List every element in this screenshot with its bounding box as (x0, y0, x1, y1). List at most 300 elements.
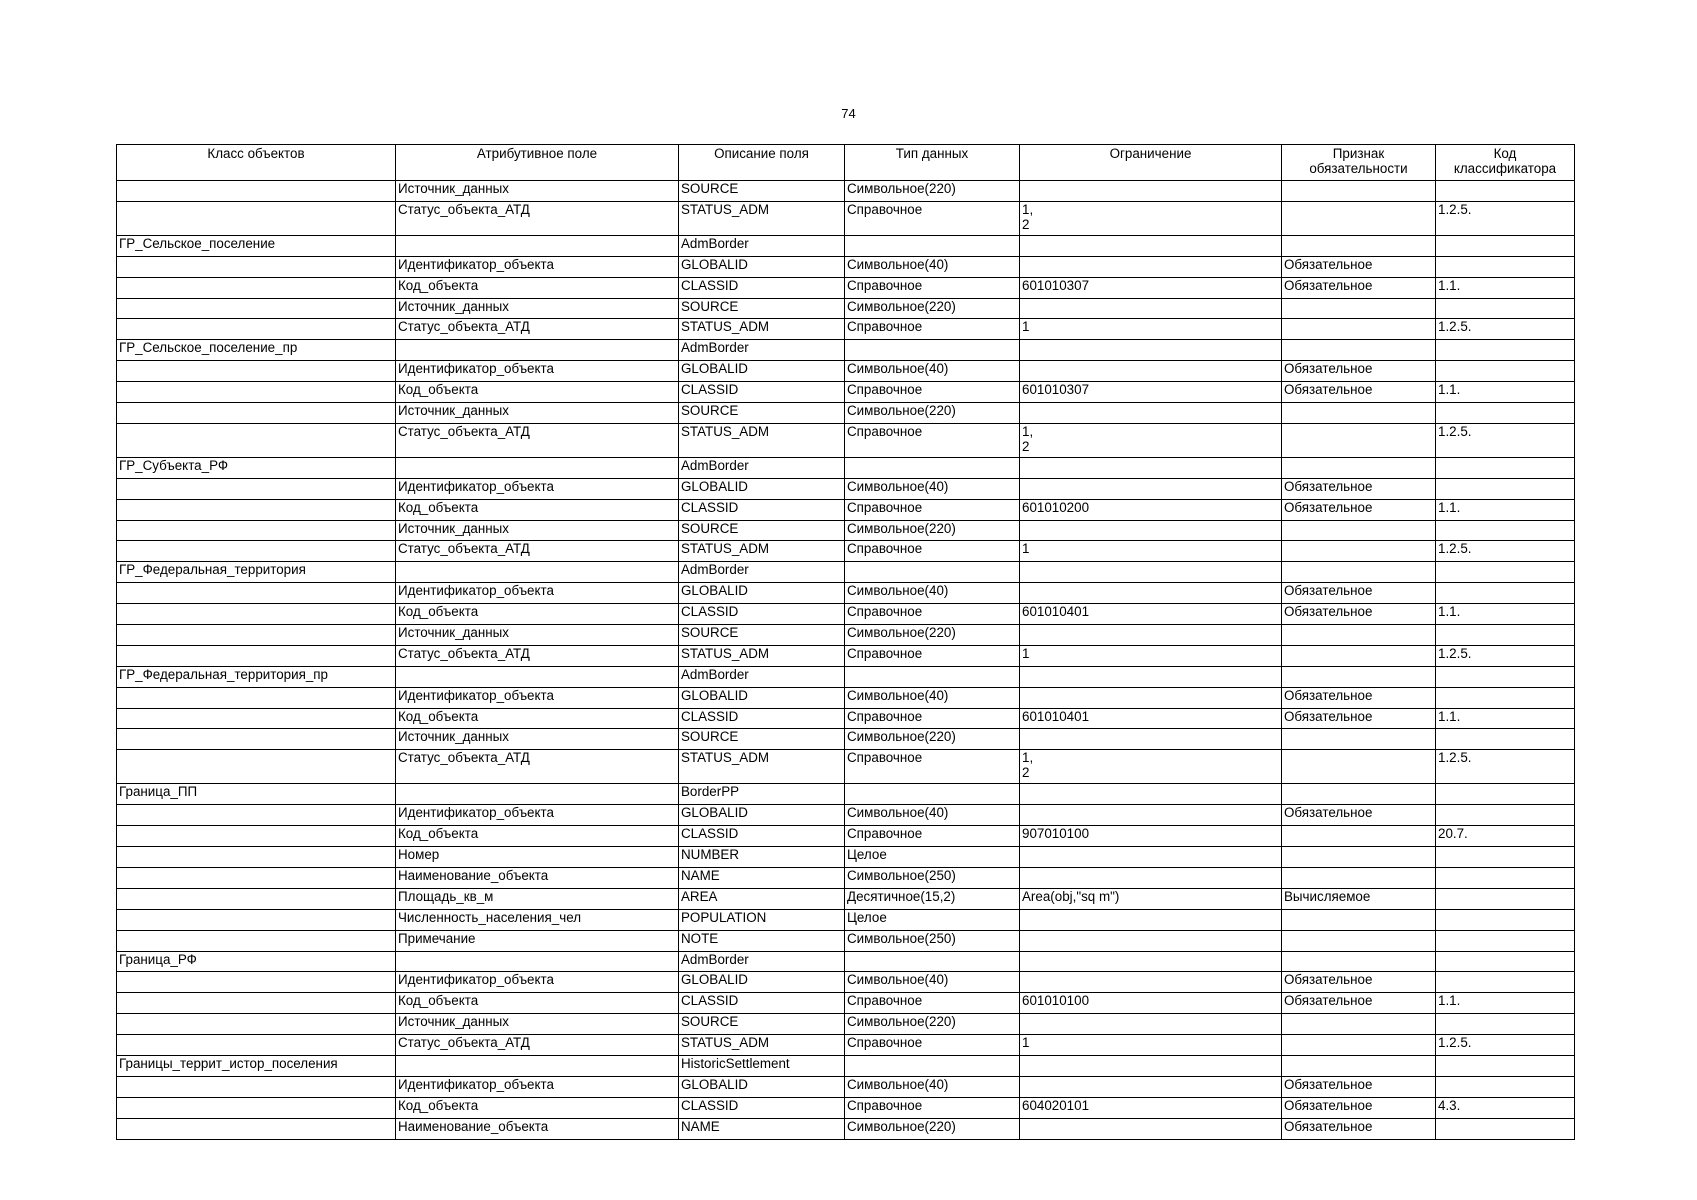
mandatory-flag-cell: Обязательное (1282, 604, 1436, 625)
attribute-field-cell: Код_объекта (396, 1097, 679, 1118)
attribute-field-cell: Источник_данных (396, 625, 679, 646)
field-description-cell: AREA (679, 888, 845, 909)
constraint-cell: 1 (1020, 541, 1282, 562)
data-type-cell: Справочное (845, 750, 1020, 784)
attribute-field-cell: Код_объекта (396, 604, 679, 625)
table-row (117, 201, 1575, 235)
attribute-field-cell: Статус_объекта_АТД (396, 201, 679, 235)
classifier-code-cell: 20.7. (1436, 826, 1575, 847)
header-classifier-code: Код классификатора (1436, 145, 1575, 181)
table-row (117, 826, 1575, 847)
classifier-code-cell: 1.1. (1436, 993, 1575, 1014)
data-type-cell: Символьное(220) (845, 1118, 1020, 1139)
attribute-field-cell: Статус_объекта_АТД (396, 645, 679, 666)
classifier-code-cell: 1.1. (1436, 499, 1575, 520)
constraint-cell (1020, 457, 1282, 478)
constraint-cell: 1 (1020, 319, 1282, 340)
constraint-cell: 601010401 (1020, 604, 1282, 625)
data-type-cell: Справочное (845, 499, 1020, 520)
constraint-cell (1020, 784, 1282, 805)
header-field-description: Описание поля (679, 145, 845, 181)
constraint-cell (1020, 361, 1282, 382)
table-row (117, 520, 1575, 541)
data-type-cell: Символьное(40) (845, 1076, 1020, 1097)
attribute-field-cell: Идентификатор_объекта (396, 583, 679, 604)
table-row (117, 888, 1575, 909)
field-description-cell: GLOBALID (679, 687, 845, 708)
object-class-cell (117, 847, 396, 868)
data-type-cell: Символьное(40) (845, 972, 1020, 993)
header-mandatory-flag: Признак обязательности (1282, 145, 1436, 181)
data-type-cell: Справочное (845, 319, 1020, 340)
table-row (117, 930, 1575, 951)
constraint-cell (1020, 298, 1282, 319)
attribute-field-cell: Идентификатор_объекта (396, 972, 679, 993)
object-class-cell (117, 1118, 396, 1139)
object-class-cell (117, 1097, 396, 1118)
constraint-cell: 1, 2 (1020, 201, 1282, 235)
object-class-cell: Границы_террит_истор_поселения (117, 1055, 396, 1076)
field-description-cell: CLASSID (679, 1097, 845, 1118)
constraint-cell (1020, 562, 1282, 583)
object-class-cell (117, 382, 396, 403)
data-type-cell: Справочное (845, 993, 1020, 1014)
classifier-code-cell: 1.2.5. (1436, 319, 1575, 340)
constraint-cell (1020, 930, 1282, 951)
mandatory-flag-cell: Обязательное (1282, 256, 1436, 277)
object-class-cell (117, 361, 396, 382)
table-row (117, 361, 1575, 382)
constraint-cell (1020, 235, 1282, 256)
field-description-cell: NAME (679, 1118, 845, 1139)
field-description-cell: STATUS_ADM (679, 201, 845, 235)
table-body (117, 181, 1575, 1140)
constraint-cell: 907010100 (1020, 826, 1282, 847)
mandatory-flag-cell: Обязательное (1282, 687, 1436, 708)
object-class-cell (117, 645, 396, 666)
table-row (117, 645, 1575, 666)
classifier-code-cell (1436, 520, 1575, 541)
field-description-cell: CLASSID (679, 993, 845, 1014)
attribute-field-cell: Код_объекта (396, 277, 679, 298)
table-row (117, 750, 1575, 784)
field-description-cell: STATUS_ADM (679, 750, 845, 784)
attribute-field-cell: Статус_объекта_АТД (396, 1035, 679, 1056)
classifier-code-cell (1436, 687, 1575, 708)
attribute-field-cell: Источник_данных (396, 729, 679, 750)
field-description-cell: CLASSID (679, 382, 845, 403)
table-row (117, 403, 1575, 424)
attribute-field-cell: Код_объекта (396, 499, 679, 520)
table-row (117, 423, 1575, 457)
table-row (117, 235, 1575, 256)
mandatory-flag-cell (1282, 1035, 1436, 1056)
table-row (117, 1076, 1575, 1097)
data-type-cell: Справочное (845, 423, 1020, 457)
classifier-code-cell (1436, 298, 1575, 319)
attribute-field-cell: Наименование_объекта (396, 867, 679, 888)
classifier-code-cell (1436, 909, 1575, 930)
header-constraint: Ограничение (1020, 145, 1282, 181)
mandatory-flag-cell (1282, 541, 1436, 562)
classifier-code-cell: 1.2.5. (1436, 541, 1575, 562)
data-type-cell: Символьное(40) (845, 583, 1020, 604)
mandatory-flag-cell (1282, 235, 1436, 256)
attribute-field-cell: Код_объекта (396, 708, 679, 729)
attribute-field-cell: Номер (396, 847, 679, 868)
data-type-cell: Справочное (845, 604, 1020, 625)
constraint-cell: 601010401 (1020, 708, 1282, 729)
field-description-cell: SOURCE (679, 625, 845, 646)
classifier-code-cell: 1.2.5. (1436, 423, 1575, 457)
mandatory-flag-cell (1282, 666, 1436, 687)
data-type-cell: Символьное(40) (845, 805, 1020, 826)
data-type-cell (845, 784, 1020, 805)
mandatory-flag-cell (1282, 951, 1436, 972)
data-type-cell: Символьное(220) (845, 298, 1020, 319)
classifier-code-cell (1436, 340, 1575, 361)
field-description-cell: STATUS_ADM (679, 541, 845, 562)
field-description-cell: STATUS_ADM (679, 1035, 845, 1056)
constraint-cell: 1 (1020, 645, 1282, 666)
table-row (117, 499, 1575, 520)
constraint-cell (1020, 1076, 1282, 1097)
data-type-cell: Целое (845, 847, 1020, 868)
attribute-field-cell: Идентификатор_объекта (396, 478, 679, 499)
attribute-table (116, 144, 1575, 1140)
page-number: 74 (841, 106, 856, 121)
constraint-cell (1020, 1014, 1282, 1035)
data-type-cell: Справочное (845, 826, 1020, 847)
constraint-cell: 1 (1020, 1035, 1282, 1056)
field-description-cell: STATUS_ADM (679, 645, 845, 666)
table-header (117, 145, 1575, 181)
attribute-field-cell (396, 340, 679, 361)
mandatory-flag-cell (1282, 520, 1436, 541)
field-description-cell: SOURCE (679, 181, 845, 202)
data-type-cell (845, 951, 1020, 972)
mandatory-flag-cell: Обязательное (1282, 277, 1436, 298)
table-row (117, 784, 1575, 805)
attribute-field-cell: Статус_объекта_АТД (396, 423, 679, 457)
mandatory-flag-cell (1282, 201, 1436, 235)
attribute-field-cell: Источник_данных (396, 520, 679, 541)
classifier-code-cell (1436, 972, 1575, 993)
data-type-cell: Справочное (845, 382, 1020, 403)
attribute-field-cell (396, 666, 679, 687)
classifier-code-cell (1436, 403, 1575, 424)
constraint-cell (1020, 1055, 1282, 1076)
attribute-field-cell (396, 951, 679, 972)
constraint-cell (1020, 256, 1282, 277)
constraint-cell: 1, 2 (1020, 423, 1282, 457)
data-type-cell: Символьное(220) (845, 625, 1020, 646)
mandatory-flag-cell: Обязательное (1282, 993, 1436, 1014)
classifier-code-cell: 1.2.5. (1436, 201, 1575, 235)
constraint-cell: 601010100 (1020, 993, 1282, 1014)
field-description-cell: CLASSID (679, 604, 845, 625)
table-row (117, 867, 1575, 888)
object-class-cell: Граница_ПП (117, 784, 396, 805)
table-row (117, 181, 1575, 202)
constraint-cell (1020, 625, 1282, 646)
object-class-cell (117, 805, 396, 826)
data-type-cell: Символьное(40) (845, 687, 1020, 708)
classifier-code-cell (1436, 888, 1575, 909)
classifier-code-cell (1436, 666, 1575, 687)
classifier-code-cell: 4.3. (1436, 1097, 1575, 1118)
object-class-cell (117, 541, 396, 562)
constraint-cell: 604020101 (1020, 1097, 1282, 1118)
mandatory-flag-cell (1282, 847, 1436, 868)
table-row (117, 708, 1575, 729)
table-row (117, 256, 1575, 277)
attribute-field-cell: Примечание (396, 930, 679, 951)
field-description-cell: GLOBALID (679, 805, 845, 826)
constraint-cell (1020, 847, 1282, 868)
data-type-cell: Символьное(40) (845, 256, 1020, 277)
object-class-cell (117, 277, 396, 298)
field-description-cell: SOURCE (679, 520, 845, 541)
data-type-cell: Символьное(250) (845, 867, 1020, 888)
attribute-field-cell: Численность_населения_чел (396, 909, 679, 930)
header-attribute-field: Атрибутивное поле (396, 145, 679, 181)
classifier-code-cell (1436, 625, 1575, 646)
object-class-cell (117, 583, 396, 604)
mandatory-flag-cell (1282, 930, 1436, 951)
field-description-cell: AdmBorder (679, 562, 845, 583)
mandatory-flag-cell (1282, 909, 1436, 930)
mandatory-flag-cell: Обязательное (1282, 708, 1436, 729)
object-class-cell (117, 403, 396, 424)
table-row (117, 909, 1575, 930)
table-row (117, 541, 1575, 562)
table-row (117, 625, 1575, 646)
data-type-cell (845, 235, 1020, 256)
mandatory-flag-cell (1282, 645, 1436, 666)
constraint-cell (1020, 583, 1282, 604)
table-row (117, 478, 1575, 499)
data-type-cell: Справочное (845, 1035, 1020, 1056)
table-row (117, 951, 1575, 972)
constraint-cell (1020, 805, 1282, 826)
attribute-field-cell: Идентификатор_объекта (396, 687, 679, 708)
table-row (117, 277, 1575, 298)
object-class-cell (117, 423, 396, 457)
attribute-field-cell (396, 457, 679, 478)
object-class-cell (117, 181, 396, 202)
data-type-cell: Символьное(220) (845, 729, 1020, 750)
table-row (117, 687, 1575, 708)
table-row (117, 1014, 1575, 1035)
classifier-code-cell (1436, 729, 1575, 750)
mandatory-flag-cell: Обязательное (1282, 382, 1436, 403)
data-type-cell: Справочное (845, 1097, 1020, 1118)
field-description-cell: AdmBorder (679, 235, 845, 256)
constraint-cell (1020, 340, 1282, 361)
field-description-cell: GLOBALID (679, 972, 845, 993)
attribute-field-cell (396, 1055, 679, 1076)
constraint-cell (1020, 666, 1282, 687)
attribute-field-cell: Статус_объекта_АТД (396, 541, 679, 562)
object-class-cell (117, 256, 396, 277)
object-class-cell (117, 1076, 396, 1097)
data-type-cell: Символьное(40) (845, 478, 1020, 499)
table-row (117, 604, 1575, 625)
attribute-field-cell: Площадь_кв_м (396, 888, 679, 909)
classifier-code-cell (1436, 1055, 1575, 1076)
constraint-cell: 601010200 (1020, 499, 1282, 520)
field-description-cell: BorderPP (679, 784, 845, 805)
attribute-field-cell: Идентификатор_объекта (396, 361, 679, 382)
constraint-cell (1020, 181, 1282, 202)
object-class-cell (117, 972, 396, 993)
data-type-cell (845, 666, 1020, 687)
field-description-cell: CLASSID (679, 826, 845, 847)
object-class-cell (117, 708, 396, 729)
attribute-field-cell: Источник_данных (396, 181, 679, 202)
table-row (117, 972, 1575, 993)
attribute-field-cell (396, 784, 679, 805)
classifier-code-cell (1436, 361, 1575, 382)
data-type-cell (845, 1055, 1020, 1076)
field-description-cell: AdmBorder (679, 340, 845, 361)
table-row (117, 993, 1575, 1014)
mandatory-flag-cell (1282, 1055, 1436, 1076)
mandatory-flag-cell (1282, 784, 1436, 805)
attribute-field-cell: Код_объекта (396, 382, 679, 403)
classifier-code-cell: 1.2.5. (1436, 645, 1575, 666)
table-row (117, 583, 1575, 604)
object-class-cell (117, 1035, 396, 1056)
mandatory-flag-cell (1282, 826, 1436, 847)
classifier-code-cell (1436, 256, 1575, 277)
classifier-code-cell (1436, 847, 1575, 868)
object-class-cell (117, 867, 396, 888)
attribute-field-cell: Источник_данных (396, 403, 679, 424)
field-description-cell: SOURCE (679, 1014, 845, 1035)
constraint-cell: Area(obj,"sq m") (1020, 888, 1282, 909)
table-row (117, 457, 1575, 478)
mandatory-flag-cell (1282, 403, 1436, 424)
table-row (117, 298, 1575, 319)
attribute-field-cell: Идентификатор_объекта (396, 256, 679, 277)
classifier-code-cell (1436, 1014, 1575, 1035)
data-type-cell: Символьное(220) (845, 1014, 1020, 1035)
data-type-cell: Символьное(250) (845, 930, 1020, 951)
field-description-cell: SOURCE (679, 729, 845, 750)
object-class-cell (117, 687, 396, 708)
classifier-code-cell: 1.2.5. (1436, 1035, 1575, 1056)
mandatory-flag-cell (1282, 340, 1436, 361)
constraint-cell (1020, 478, 1282, 499)
mandatory-flag-cell: Обязательное (1282, 972, 1436, 993)
object-class-cell (117, 604, 396, 625)
mandatory-flag-cell: Обязательное (1282, 1076, 1436, 1097)
data-type-cell: Целое (845, 909, 1020, 930)
classifier-code-cell (1436, 930, 1575, 951)
table-row (117, 729, 1575, 750)
classifier-code-cell: 1.1. (1436, 382, 1575, 403)
object-class-cell (117, 826, 396, 847)
constraint-cell: 1, 2 (1020, 750, 1282, 784)
object-class-cell (117, 750, 396, 784)
object-class-cell: ГР_Сельское_поселение (117, 235, 396, 256)
attribute-field-cell: Источник_данных (396, 1014, 679, 1035)
field-description-cell: POPULATION (679, 909, 845, 930)
field-description-cell: GLOBALID (679, 478, 845, 499)
data-type-cell (845, 457, 1020, 478)
table-row (117, 1097, 1575, 1118)
mandatory-flag-cell (1282, 625, 1436, 646)
field-description-cell: CLASSID (679, 499, 845, 520)
object-class-cell (117, 993, 396, 1014)
mandatory-flag-cell: Обязательное (1282, 361, 1436, 382)
object-class-cell (117, 909, 396, 930)
table-row (117, 666, 1575, 687)
mandatory-flag-cell (1282, 298, 1436, 319)
data-type-cell (845, 340, 1020, 361)
constraint-cell (1020, 403, 1282, 424)
mandatory-flag-cell: Обязательное (1282, 478, 1436, 499)
constraint-cell (1020, 951, 1282, 972)
mandatory-flag-cell (1282, 423, 1436, 457)
field-description-cell: NAME (679, 867, 845, 888)
object-class-cell (117, 729, 396, 750)
data-type-cell: Десятичное(15,2) (845, 888, 1020, 909)
object-class-cell (117, 201, 396, 235)
attribute-field-cell: Наименование_объекта (396, 1118, 679, 1139)
table-row (117, 319, 1575, 340)
constraint-cell: 601010307 (1020, 277, 1282, 298)
mandatory-flag-cell (1282, 729, 1436, 750)
mandatory-flag-cell (1282, 1014, 1436, 1035)
field-description-cell: CLASSID (679, 277, 845, 298)
table-row (117, 1035, 1575, 1056)
field-description-cell: GLOBALID (679, 583, 845, 604)
object-class-cell: Граница_РФ (117, 951, 396, 972)
data-type-cell: Справочное (845, 645, 1020, 666)
object-class-cell (117, 298, 396, 319)
data-type-cell (845, 562, 1020, 583)
constraint-cell (1020, 972, 1282, 993)
attribute-field-cell (396, 562, 679, 583)
table-row (117, 805, 1575, 826)
classifier-code-cell (1436, 478, 1575, 499)
field-description-cell: SOURCE (679, 298, 845, 319)
classifier-code-cell (1436, 867, 1575, 888)
mandatory-flag-cell: Обязательное (1282, 805, 1436, 826)
classifier-code-cell (1436, 1118, 1575, 1139)
attribute-field-cell: Код_объекта (396, 826, 679, 847)
table-row (117, 847, 1575, 868)
object-class-cell (117, 1014, 396, 1035)
object-class-cell (117, 888, 396, 909)
object-class-cell: ГР_Сельское_поселение_пр (117, 340, 396, 361)
mandatory-flag-cell (1282, 750, 1436, 784)
classifier-code-cell: 1.2.5. (1436, 750, 1575, 784)
object-class-cell (117, 930, 396, 951)
object-class-cell (117, 499, 396, 520)
classifier-code-cell: 1.1. (1436, 708, 1575, 729)
mandatory-flag-cell: Обязательное (1282, 1118, 1436, 1139)
object-class-cell (117, 520, 396, 541)
table-row (117, 1118, 1575, 1139)
header-data-type: Тип данных (845, 145, 1020, 181)
classifier-code-cell (1436, 235, 1575, 256)
object-class-cell: ГР_Федеральная_территория (117, 562, 396, 583)
field-description-cell: SOURCE (679, 403, 845, 424)
